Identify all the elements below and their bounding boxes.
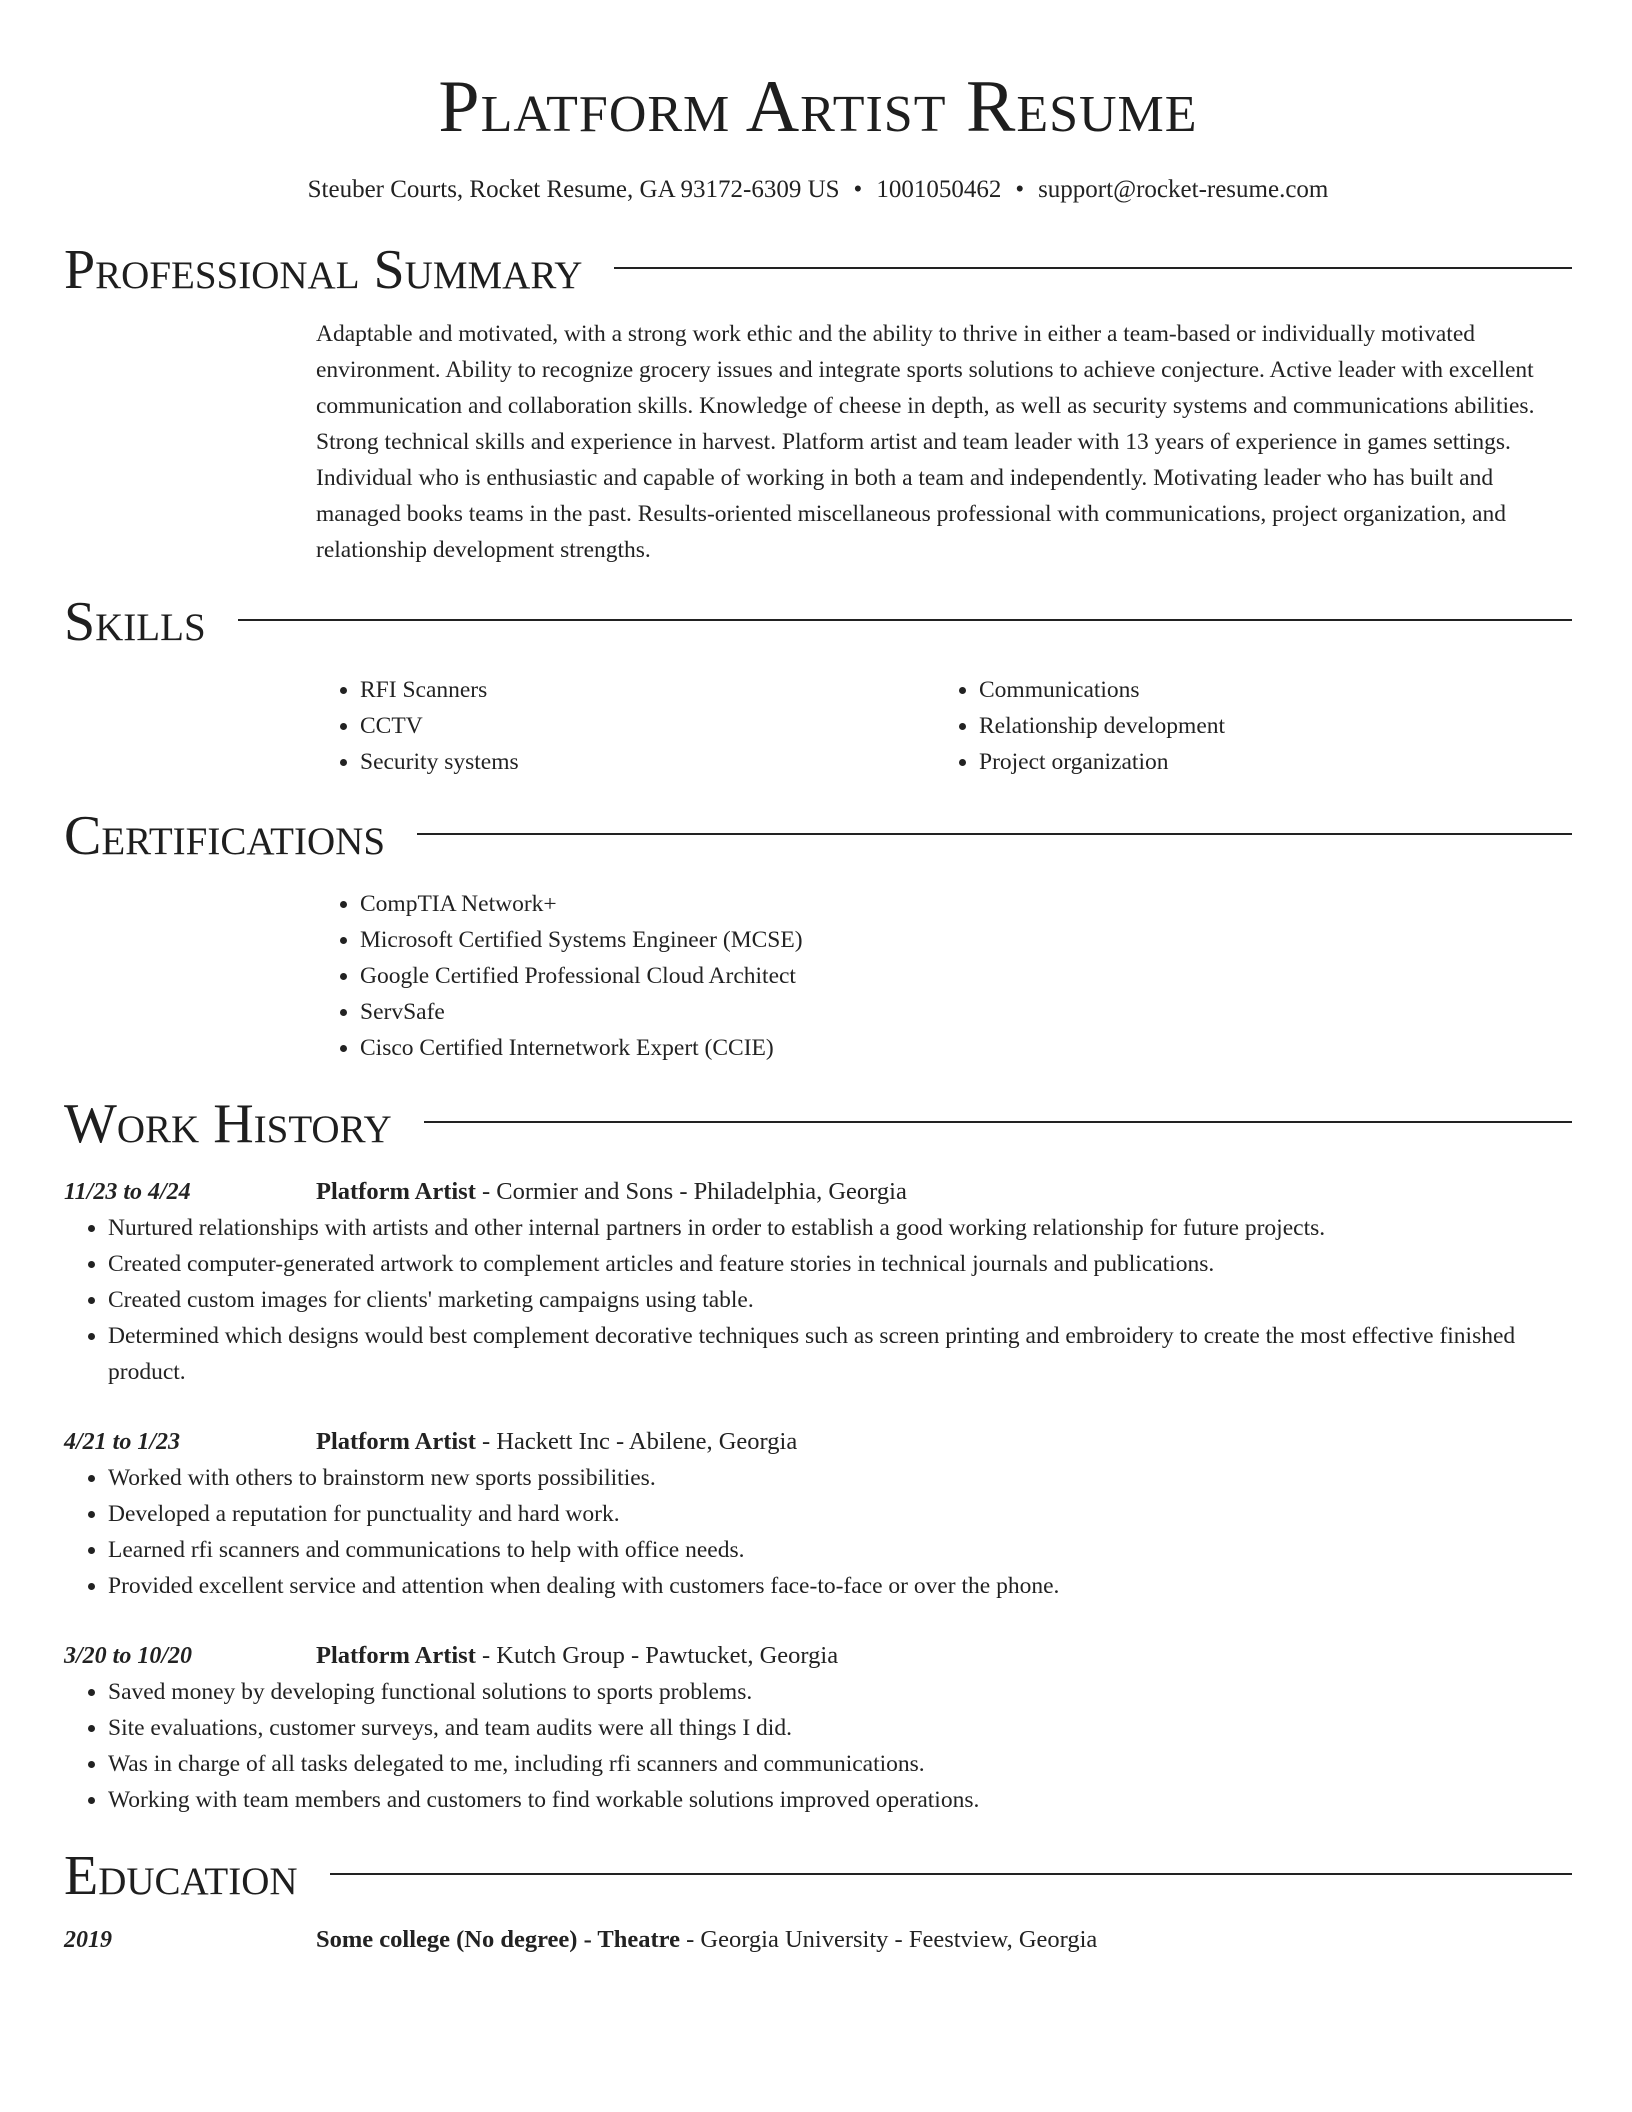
heading-rule [330, 1873, 1572, 1875]
work-history-section [64, 1092, 1572, 1818]
job-bullet: • Provided excellent service and attention when dealing with customers face-to-face or over the phone. [108, 1568, 1572, 1604]
job-bullets [64, 1674, 1572, 1818]
job-employer-location: - Cormier and Sons - Philadelphia, Georgia [475, 1178, 907, 1205]
job-title: Platform Artist [316, 1178, 476, 1205]
education-header [64, 1922, 1572, 1958]
job-bullets [64, 1460, 1572, 1604]
skill-item: • Communications [979, 672, 1572, 708]
work-history-heading [64, 1092, 1572, 1156]
job-dates: 4/21 to 1/23 [64, 1429, 181, 1455]
skill-item: • CCTV [360, 708, 935, 744]
skills-section [64, 590, 1572, 780]
contact-phone: 1001050462 [876, 176, 1002, 203]
education-heading-line [316, 1922, 1097, 1958]
education-degree: Some college (No degree) - Theatre [316, 1926, 680, 1953]
education-heading-text: Education [64, 1845, 298, 1907]
job-bullet: • Was in charge of all tasks delegated to me, including rfi scanners and communications. [108, 1746, 1572, 1782]
work-history-heading-text: Work History [64, 1093, 392, 1155]
summary-heading-text: Professional Summary [64, 239, 583, 301]
job-header [64, 1424, 1572, 1460]
certification-item: • CompTIA Network+ [360, 886, 1572, 922]
contact-separator: • [853, 176, 863, 203]
job-bullet: • Created computer-generated artwork to complement articles and feature stories in technical journals and publications. [108, 1246, 1572, 1282]
summary-heading [64, 238, 1572, 302]
education-year: 2019 [64, 1927, 112, 1953]
summary-section [64, 238, 1572, 568]
education-section [64, 1844, 1572, 1958]
skills-column-right [935, 672, 1572, 780]
skill-item: • RFI Scanners [360, 672, 935, 708]
summary-body [316, 316, 1572, 568]
certifications-list [316, 886, 1572, 1066]
summary-text: Adaptable and motivated, with a strong work ethic and the ability to thrive in either a team-based or individually motivated environment. Ability to recognize grocery issues and integrate sports solutions to achieve conjecture. Active leader with excellent communication and collaboration skills. Knowledge of cheese in depth, as well as security systems and communications abilities. Strong technical skills and experience in harvest. Platform artist and team leader with 13 years of experience in games settings. Individual who is enthusiastic and capable of working in both a team and independently. Motivating leader who has built and managed books teams in the past. Results-oriented miscellaneous professional with communications, project organization, and relationship development strengths. [316, 321, 1535, 563]
job-title: Platform Artist [316, 1642, 476, 1669]
job-entry [64, 1638, 1572, 1818]
contact-separator: • [1015, 176, 1025, 203]
heading-rule [424, 1121, 1572, 1123]
resume-page [64, 0, 1572, 1958]
education-heading [64, 1844, 1572, 1908]
skill-item: • Security systems [360, 744, 935, 780]
job-employer-location: - Kutch Group - Pawtucket, Georgia [475, 1642, 839, 1669]
contact-line [64, 174, 1572, 206]
contact-email: support@rocket-resume.com [1038, 176, 1329, 203]
job-bullet: • Saved money by developing functional solutions to sports problems. [108, 1674, 1572, 1710]
resume-title: Platform Artist Resume [438, 66, 1198, 148]
skills-column-left [316, 672, 935, 780]
job-bullet: • Nurtured relationships with artists and other internal partners in order to establish a good working relationship for future projects. [108, 1210, 1572, 1246]
job-employer-location: - Hackett Inc - Abilene, Georgia [475, 1428, 798, 1455]
certifications-heading [64, 804, 1572, 868]
job-bullet: • Developed a reputation for punctuality and hard work. [108, 1496, 1572, 1532]
certifications-section [64, 804, 1572, 1066]
certifications-heading-text: Certifications [64, 805, 386, 867]
contact-address: Steuber Courts, Rocket Resume, GA 93172-6309 US [307, 176, 840, 203]
job-entry [64, 1424, 1572, 1604]
skill-item: • Relationship development [979, 708, 1572, 744]
job-bullet: • Created custom images for clients' marketing campaigns using table. [108, 1282, 1572, 1318]
job-bullets [64, 1210, 1572, 1390]
skills-list [316, 672, 1572, 780]
job-heading [316, 1638, 838, 1674]
heading-rule [614, 267, 1572, 269]
job-bullet: • Determined which designs would best complement decorative techniques such as screen printing and embroidery to create the most effective finished product. [108, 1318, 1572, 1390]
job-heading [316, 1424, 797, 1460]
education-entry [64, 1922, 1572, 1958]
job-bullet: • Worked with others to brainstorm new sports possibilities. [108, 1460, 1572, 1496]
job-header [64, 1174, 1572, 1210]
job-dates: 3/20 to 10/20 [64, 1643, 193, 1669]
heading-rule [238, 619, 1572, 621]
job-entry [64, 1174, 1572, 1390]
skills-heading [64, 590, 1572, 654]
skills-heading-text: Skills [64, 591, 206, 653]
job-title: Platform Artist [316, 1428, 476, 1455]
job-bullet: • Learned rfi scanners and communications to help with office needs. [108, 1532, 1572, 1568]
heading-rule [417, 833, 1572, 835]
job-bullet: • Working with team members and customers to find workable solutions improved operations. [108, 1782, 1572, 1818]
skill-item: • Project organization [979, 744, 1572, 780]
certification-item: • ServSafe [360, 994, 1572, 1030]
certification-item: • Microsoft Certified Systems Engineer (MCSE) [360, 922, 1572, 958]
certification-item: • Google Certified Professional Cloud Architect [360, 958, 1572, 994]
job-header [64, 1638, 1572, 1674]
education-school-location: - Georgia University - Feestview, Georgia [679, 1926, 1098, 1953]
certification-item: • Cisco Certified Internetwork Expert (CCIE) [360, 1030, 1572, 1066]
job-bullet: • Site evaluations, customer surveys, and team audits were all things I did. [108, 1710, 1572, 1746]
job-heading [316, 1174, 907, 1210]
job-dates: 11/23 to 4/24 [64, 1179, 191, 1205]
